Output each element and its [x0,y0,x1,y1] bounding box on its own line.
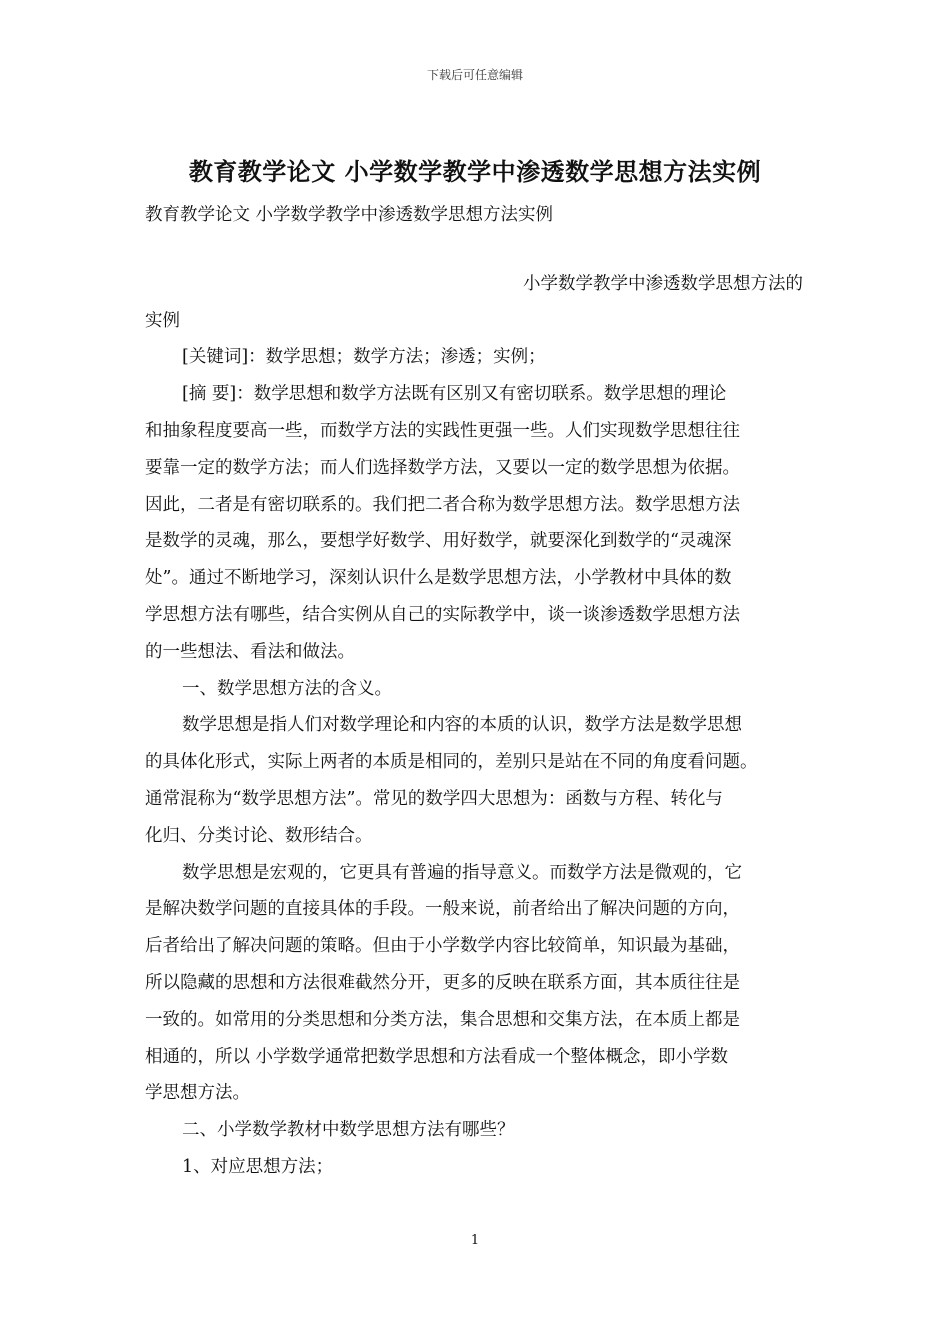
paragraph-line: 一致的。如常用的分类思想和分类方法，集合思想和交集方法，在本质上都是 [145,1009,740,1030]
abstract-line: 要靠一定的数学方法；而人们选择数学方法，又要以一定的数学思想为依据。 [145,457,740,478]
paragraph-line: 数学思想是指人们对数学理论和内容的本质的认识，数学方法是数学思想 [182,715,742,736]
abstract-line: 处”。通过不断地学习，深刻认识什么是数学思想方法，小学教材中具体的数 [145,568,732,589]
heading-right-line: 小学数学教学中渗透数学思想方法的 [523,273,803,294]
page-number: 1 [470,1233,480,1248]
paragraph-line: 的具体化形式，实际上两者的本质是相同的，差别只是站在不同的角度看问题。 [145,752,758,773]
document-title: 教育教学论文 小学数学教学中渗透数学思想方法实例 [188,158,762,186]
paragraph-line: 通常混称为“数学思想方法”。常见的数学四大思想为：函数与方程、转化与 [145,788,723,809]
abstract-line: 因此，二者是有密切联系的。我们把二者合称为数学思想方法。数学思想方法 [145,494,740,515]
paragraph-line: 所以隐藏的思想和方法很难截然分开，更多的反映在联系方面，其本质往往是 [145,972,740,993]
abstract-line: 的一些想法、看法和做法。 [145,641,355,662]
paragraph-line: 相通的，所以 小学数学通常把数学思想和方法看成一个整体概念，即小学数 [145,1046,729,1067]
paragraph-line: 是解决数学问题的直接具体的手段。一般来说，前者给出了解决问题的方向， [145,899,740,920]
spacer [145,234,807,266]
keywords-line: [关键词]：数学思想；数学方法；渗透；实例； [182,347,546,368]
subtitle-line: 教育教学论文 小学数学教学中渗透数学思想方法实例 [145,205,554,225]
abstract-line: 学思想方法有哪些，结合实例从自己的实际教学中，谈一谈渗透数学思想方法 [145,604,740,625]
abstract-line: 和抽象程度要高一些，而数学方法的实践性更强一些。人们实现数学思想往往 [145,420,740,441]
abstract-line: [摘 要]：数学思想和数学方法既有区别又有密切联系。数学思想的理论 [182,384,727,405]
paragraph-line: 化归、分类讨论、数形结合。 [145,825,373,846]
paragraph-line: 后者给出了解决问题的策略。但由于小学数学内容比较简单，知识最为基础， [145,936,740,957]
abstract-line: 是数学的灵魂，那么，要想学好数学、用好数学，就要深化到数学的“灵魂深 [145,531,732,552]
paragraph-line: 学思想方法。 [145,1083,250,1104]
paragraph-line: 数学思想是宏观的，它更具有普遍的指导意义。而数学方法是微观的，它 [182,862,742,883]
page-header: 下载后可任意编辑 [426,68,523,82]
document-body [145,197,807,1186]
list-item: 1、对应思想方法； [182,1156,334,1177]
heading-continuation-line: 实例 [145,310,180,331]
section1-heading: 一、数学思想方法的含义。 [182,678,392,699]
section2-heading: 二、小学数学教材中数学思想方法有哪些？ [182,1120,515,1141]
